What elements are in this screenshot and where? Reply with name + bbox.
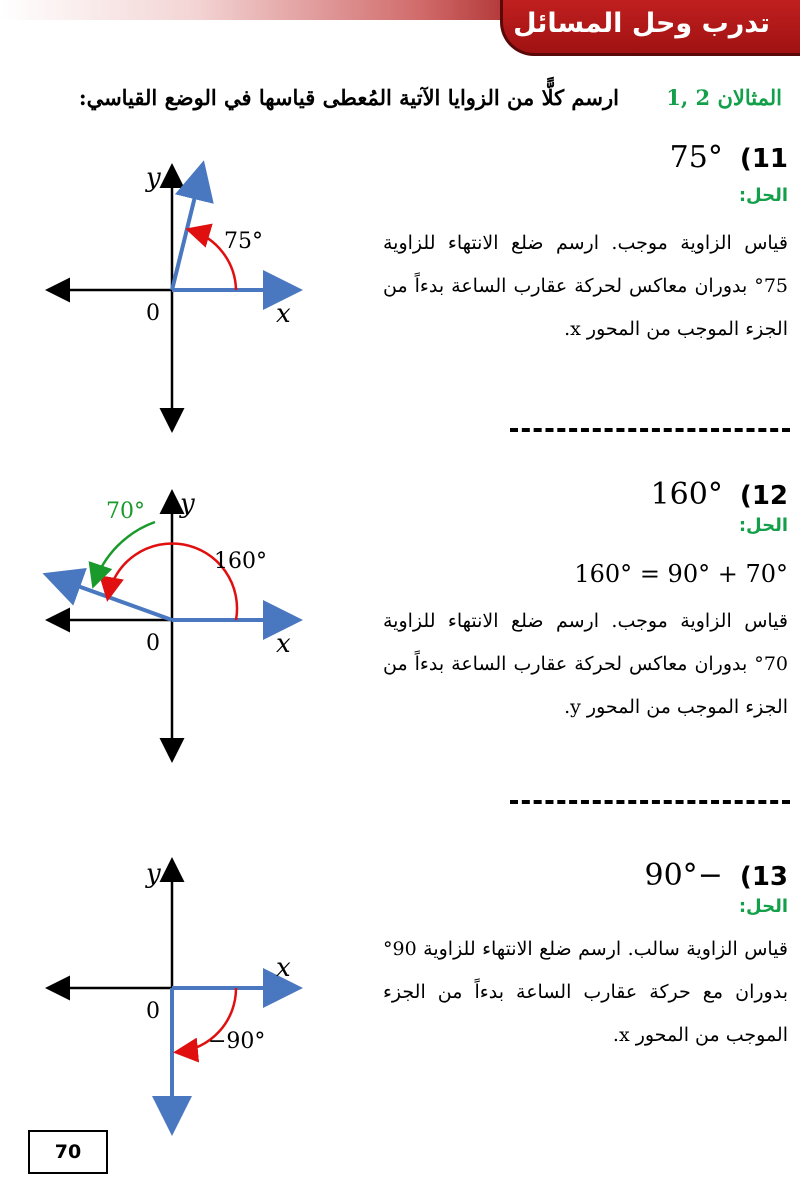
separator [510,800,790,804]
problem-11-heading [670,140,788,175]
terminal-side [172,168,202,290]
problem-angle: 160° [650,477,723,512]
extra-angle-arc [94,522,155,584]
examples-reference: المثالان 2 ,1 [666,85,782,110]
extra-angle-label: 70° [106,499,145,524]
graph-75 [0,150,320,440]
y-label: y [180,489,195,519]
solution-equation: 160° = 90° + 70° [574,560,788,588]
solution-label: الحل: [738,185,788,206]
x-label: x [276,629,291,659]
page-header [0,0,800,60]
problem-angle: 75° [669,140,723,175]
problem-12-heading [651,477,788,512]
graph-neg90 [0,848,320,1138]
problem-number: 13) [739,862,788,892]
header-tab [500,0,800,56]
x-label: x [276,953,291,983]
instruction-text: ارسم كلًّا من الزوايا الآتية المُعطى قياسها في الوضع القياسي: [78,85,619,110]
problem-13-heading [645,858,789,893]
solution-text: قياس الزاوية موجب. ارسم ضلع الانتهاء للزاوية 75° بدوران معاكس لحركة عقارب الساعة بدءاً من الجزء الموجب من المحور x. [383,232,788,340]
y-label: y [146,163,161,193]
problem-number: 11) [739,144,788,174]
solution-text: قياس الزاوية سالب. ارسم ضلع الانتهاء للزاوية 90° بدوران مع حركة عقارب الساعة بدءاً من الجزء الموجب من المحور x. [383,938,788,1046]
solution-text: قياس الزاوية موجب. ارسم ضلع الانتهاء للزاوية 70° بدوران معاكس لحركة عقارب الساعة بدءاً من الجزء الموجب من المحور y. [383,610,788,718]
header-gradient-bar [0,0,560,20]
solution-label: الحل: [738,896,788,917]
graph-160 [0,480,320,770]
separator [510,428,790,432]
header-title: تدرب وحل المسائل [513,8,770,39]
solution-label: الحل: [738,515,788,536]
angle-label: 75° [224,229,263,254]
x-label: x [276,299,291,329]
angle-label: 160° [214,549,267,574]
angle-label: −90° [208,1029,266,1054]
page-number: 70 [28,1130,108,1174]
y-label: y [146,859,161,889]
origin-label: 0 [146,631,160,656]
problem-number: 12) [739,481,788,511]
origin-label: 0 [146,999,160,1024]
problem-angle: −90° [644,858,723,893]
origin-label: 0 [146,301,160,326]
instruction [12,85,782,110]
